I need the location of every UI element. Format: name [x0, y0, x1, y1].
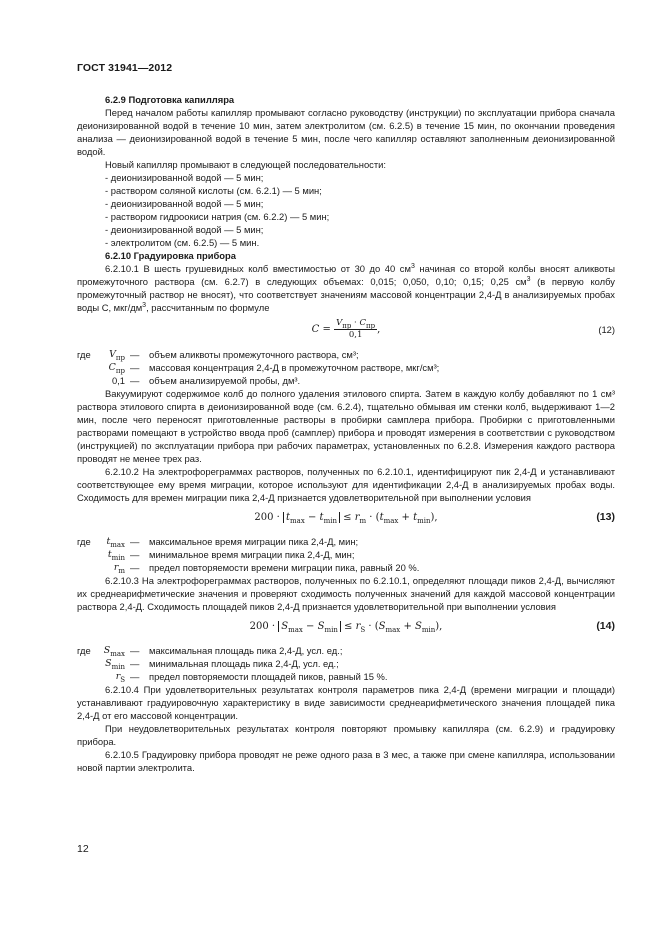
- section-heading-6-2-10: 6.2.10 Градуировка прибора: [105, 250, 236, 261]
- paragraph: 6.2.10.2 На электрофореграммах растворов, полученных по 6.2.10.1, идентифицируют пик 2,4-Д и устанавливают соответствующее ему время миграции, которое используют для идентификации 2,4-Д в анализируемых пробах воды. Сходимость для времен миграции пика 2,4-Д признается удовлетворительной при выполнении условия: [77, 466, 615, 503]
- page-header: ГОСТ 31941—2012: [77, 62, 173, 74]
- paragraph: При неудовлетворительных результатах контроля повторяют промывку капилляра (см. 6.2.9) и градуировку прибора.: [77, 723, 615, 747]
- equation-number: (14): [596, 620, 615, 632]
- paragraph: 6.2.10.3 На электрофореграммах растворов, полученных по 6.2.10.1, определяют площади пиков 2,4-Д, вычисляют их среднеарифметические значения и проверяют сходимость полученных значений для каждой массовой концентрации раствора 2,4-Д. Сходимость площадей пиков 2,4-Д признается удовлетворительной при выполнении условия: [77, 575, 615, 612]
- list-item: - деионизированной водой — 5 мин;: [105, 224, 264, 235]
- equation-13: $200 \cdot t_{max} - t_{min} \le r_m \cdot (t_{max} + t_{min})$, (13): [254, 511, 615, 525]
- list-item: - раствором соляной кислоты (см. 6.2.1) — 5 мин;: [105, 185, 322, 196]
- list-item: - деионизированной водой — 5 мин;: [105, 172, 264, 183]
- paragraph: 6.2.10.1 В шесть грушевидных колб вместимостью от 30 до 40 $см^3$ начиная со второй колбы вносят аликвоты промежуточного раствора (см. 6.2.7) в следующих объемах: 0,015; 0,050, 0,10; 0,15; 0,25 $см^3$ (в первую колбу промежуточный раствор не вносят), что соответствует значениям массовой концентрации 2,4-Д в анализируемых пробах воды С, мкг/$дм^3$, рассчитанным по формуле: [77, 263, 615, 313]
- where-line: $S_{min}$ — минимальная площадь пика 2,4-Д, усл. ед.;: [105, 658, 339, 671]
- list-item: - деионизированной водой — 5 мин;: [105, 198, 264, 209]
- where-line: где $V_{пр}$ — объем аликвоты промежуточного раствора, см³;: [77, 349, 359, 362]
- where-line: $C_{пр}$ — массовая концентрация 2,4-Д в промежуточном растворе, мкг/см³;: [108, 362, 440, 375]
- where-line: $r_S$ — предел повторяемости площадей пиков, равный 15 %.: [115, 671, 388, 684]
- list-item: - электролитом (см. 6.2.5) — 5 мин.: [105, 237, 260, 248]
- where-line: $r_m$ — предел повторяемости времени миграции пика, равный 20 %.: [113, 562, 420, 575]
- paragraph: 6.2.10.4 При удовлетворительных результатах контроля параметров пика 2,4-Д (времени миграции и площади) устанавливают градуировочную характеристику в виде зависимости среднеарифметического значения площадей пика 2,4-Д от его массовой концентрации.: [77, 684, 615, 721]
- where-line: где $t_{max}$ — максимальное время миграции пика 2,4-Д, мин;: [77, 536, 359, 549]
- equation-number: (13): [596, 511, 615, 523]
- where-line: где $S_{max}$ — максимальная площадь пика 2,4-Д, усл. ед.;: [77, 645, 343, 658]
- paragraph: Перед началом работы капилляр промывают согласно руководству (инструкции) по эксплуатации прибора сначала деионизированной водой в течение 10 мин, затем электролитом (см. 6.2.5) в течение 15 мин, по окончании проведения анализа — деионизированной водой в течение 5 мин, после чего капилляр оставляют заполненным деионизированной водой.: [77, 107, 615, 157]
- where-line: 0,1 — объем анализируемой пробы, дм³.: [111, 375, 301, 386]
- equation-number: (12): [598, 324, 615, 335]
- page-number: 12: [77, 843, 89, 855]
- paragraph: Вакуумируют содержимое колб до полного удаления этилового спирта. Затем в каждую колбу добавляют по 1 см³ раствора этилового спирта в деионизированной воде (см. 6.2.4), тщательно обмывая им стенки колб, выдерживают 1—2 мин, после чего переносят приготовленные растворы в пробирки самплера прибора. Пробирки с приготовленными растворами помещают в устройство ввода проб (самплер) прибора и проводят измерения в соответствии с руководством (инструкцией) по эксплуатации прибора при рабочих параметрах, установленных по 6.2.8. Измерения каждого раствора проводят не менее трех раз.: [77, 388, 615, 464]
- where-line: $t_{min}$ — минимальное время миграции пика 2,4-Д, мин;: [107, 549, 355, 562]
- list-item: - раствором гидроокиси натрия (см. 6.2.2) — 5 мин;: [105, 211, 330, 222]
- paragraph: Новый капилляр промывают в следующей последовательности:: [105, 159, 387, 170]
- section-heading-6-2-9: 6.2.9 Подготовка капилляра: [105, 94, 235, 105]
- equation-12: C = $\frac{V_{пр} \cdot C_{пр}}{0,1}$ , (12): [311, 318, 615, 340]
- equation-14: $200 \cdot S_{max} - S_{min} \le r_S \cdot (S_{max} + S_{min})$, (14): [249, 620, 615, 634]
- paragraph: 6.2.10.5 Градуировку прибора проводят не реже одного раза в 3 мес, а также при смене капилляра, использовании новой партии электролита.: [77, 749, 615, 773]
- page-body: [77, 93, 615, 774]
